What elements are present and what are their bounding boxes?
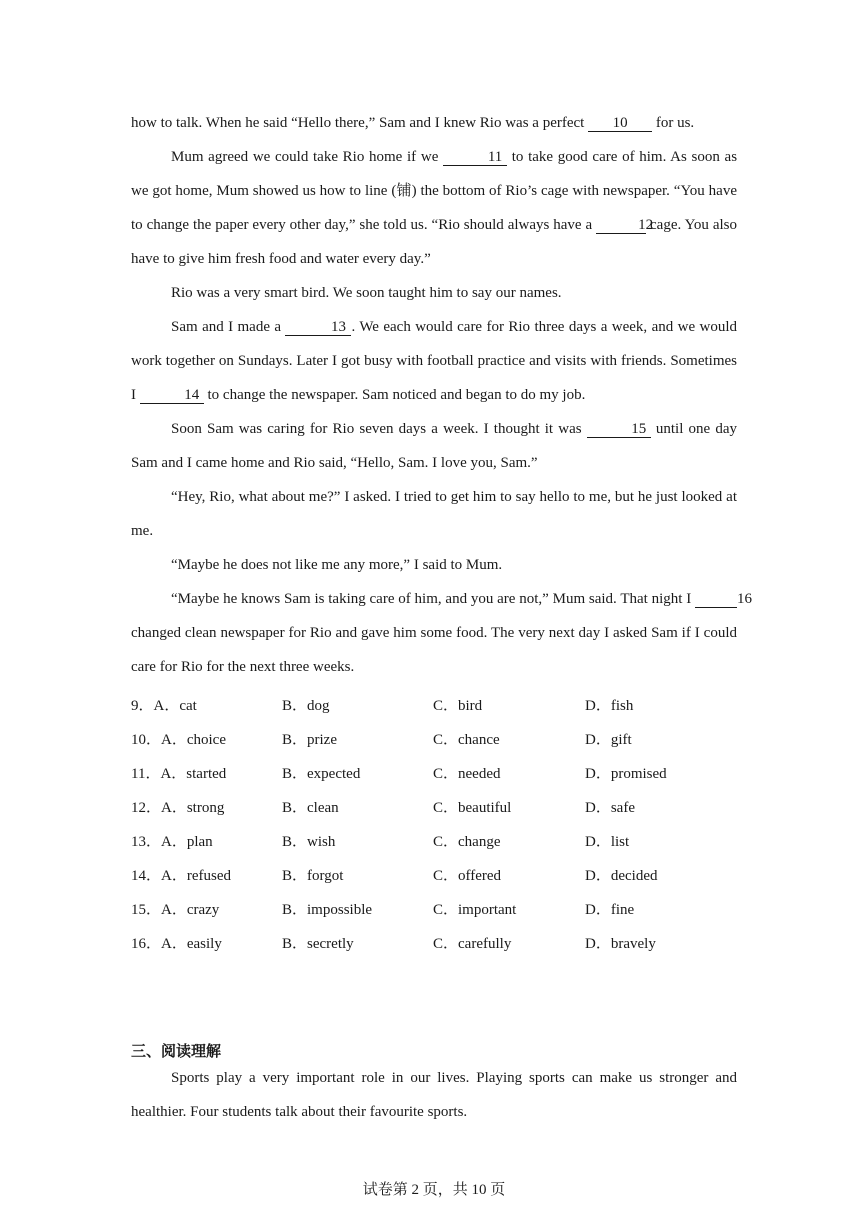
option-a[interactable]: 10．A．choice bbox=[131, 732, 226, 748]
passage-text: Soon Sam was caring for Rio seven days a week. I thought it was bbox=[171, 421, 582, 437]
option-c[interactable]: C．offered bbox=[433, 868, 502, 884]
passage-text: to change the newspaper. Sam noticed and began to do my job. bbox=[207, 387, 586, 403]
passage-text: Mum agreed we could take Rio home if we bbox=[171, 149, 439, 165]
option-a[interactable]: 12．A．strong bbox=[131, 800, 225, 816]
option-a[interactable]: 16．A．easily bbox=[131, 936, 222, 952]
option-d[interactable]: D．list bbox=[585, 834, 630, 850]
passage-paragraph-7: “Maybe he does not like me any more,” I said to Mum. bbox=[171, 557, 503, 573]
option-c[interactable]: C．needed bbox=[433, 766, 501, 782]
option-b[interactable]: B．clean bbox=[282, 800, 339, 816]
option-b[interactable]: B．forgot bbox=[282, 868, 344, 884]
option-b[interactable]: B．prize bbox=[282, 732, 337, 748]
passage-text: to take good care of him. As soon as we got home, Mum showed us how to line (铺) the bottom of Rio’s cage with newspaper. “You have to change the paper every other day,” she told us. “Rio should always have a bbox=[131, 149, 738, 233]
option-a[interactable]: 11．A．started bbox=[131, 766, 227, 782]
option-c[interactable]: C．bird bbox=[433, 698, 483, 714]
option-d[interactable]: D．gift bbox=[585, 732, 632, 748]
passage-text: for us. bbox=[655, 115, 695, 131]
passage-paragraph-5 bbox=[131, 412, 737, 480]
passage-text: “Maybe he knows Sam is taking care of him, and you are not,” Mum said. That night I bbox=[171, 591, 692, 607]
passage-text: . We each would care for Rio three days a week, and we would work together on Sundays. Later I got busy with football practice and visits with friends. Sometimes I bbox=[131, 319, 738, 403]
option-a[interactable]: 13．A．plan bbox=[131, 834, 213, 850]
passage-text: until one day Sam and I came home and Rio said, “Hello, Sam. I love you, Sam.” bbox=[131, 421, 738, 471]
passage-paragraph-2 bbox=[131, 140, 737, 276]
option-d[interactable]: D．bravely bbox=[585, 936, 656, 952]
option-c[interactable]: C．carefully bbox=[433, 936, 512, 952]
section-title: 三、阅读理解 bbox=[131, 1042, 222, 1060]
blank-14: 14 bbox=[140, 387, 204, 404]
passage-paragraph-3: Rio was a very smart bird. We soon taught him to say our names. bbox=[171, 285, 562, 301]
passage-text: cage. You also have to give him fresh food and water every day.” bbox=[131, 217, 738, 267]
passage-text: Sam and I made a bbox=[171, 319, 282, 335]
option-d[interactable]: D．fine bbox=[585, 902, 635, 918]
page-footer: 试卷第 2 页，共 10 页 bbox=[362, 1182, 506, 1198]
passage-paragraph-4 bbox=[131, 310, 737, 412]
section-intro: Sports play a very important role in our lives. Playing sports can make us stronger and healthier. Four students talk about their favourite sports. bbox=[131, 1070, 737, 1120]
passage-paragraph-8 bbox=[131, 582, 753, 684]
option-b[interactable]: B．wish bbox=[282, 834, 336, 850]
option-d[interactable]: D．fish bbox=[585, 698, 634, 714]
option-a[interactable]: 15．A．crazy bbox=[131, 902, 220, 918]
blank-13: 13 bbox=[285, 319, 351, 336]
blank-10: 10 bbox=[588, 115, 652, 132]
option-c[interactable]: C．important bbox=[433, 902, 517, 918]
option-c[interactable]: C．beautiful bbox=[433, 800, 512, 816]
option-c[interactable]: C．change bbox=[433, 834, 501, 850]
option-b[interactable]: B．impossible bbox=[282, 902, 373, 918]
blank-12: 12 bbox=[596, 217, 646, 234]
option-b[interactable]: B．expected bbox=[282, 766, 361, 782]
passage-text: how to talk. When he said “Hello there,” Sam and I knew Rio was a perfect bbox=[131, 115, 585, 131]
option-b[interactable]: B．dog bbox=[282, 698, 330, 714]
option-a[interactable]: 14．A．refused bbox=[131, 868, 231, 884]
passage-text: changed clean newspaper for Rio and gave him some food. The very next day I asked Sam if I could care for Rio for the next three weeks. bbox=[131, 625, 737, 675]
passage-paragraph-6: “Hey, Rio, what about me?” I asked. I tried to get him to say hello to me, but he just looked at me. bbox=[131, 489, 737, 539]
option-b[interactable]: B．secretly bbox=[282, 936, 354, 952]
passage-line-top bbox=[131, 106, 737, 140]
blank-11: 11 bbox=[443, 149, 507, 166]
option-d[interactable]: D．safe bbox=[585, 800, 635, 816]
option-d[interactable]: D．decided bbox=[585, 868, 658, 884]
option-a[interactable]: 9．A．cat bbox=[131, 698, 197, 714]
blank-15: 15 bbox=[587, 421, 651, 438]
option-c[interactable]: C．chance bbox=[433, 732, 500, 748]
option-d[interactable]: D．promised bbox=[585, 766, 667, 782]
blank-16: 16 bbox=[695, 591, 737, 608]
